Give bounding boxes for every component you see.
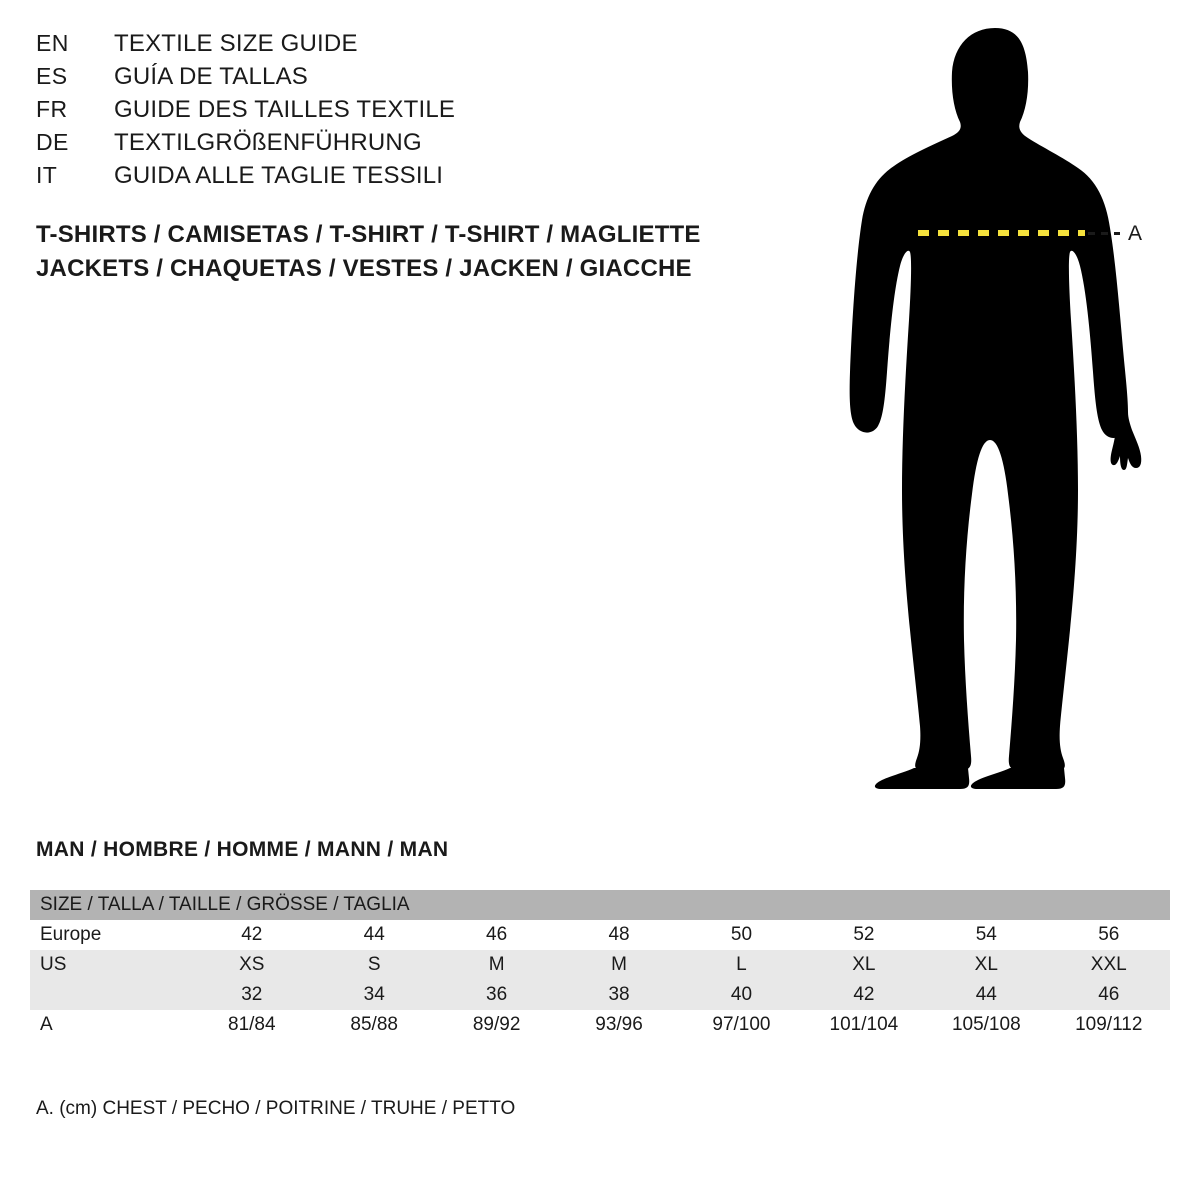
cell-value: 38 — [558, 980, 680, 1010]
table-row — [30, 950, 1170, 980]
language-title: GUIDA ALLE TAGLIE TESSILI — [114, 162, 444, 189]
language-row — [36, 30, 756, 63]
language-title: TEXTILE SIZE GUIDE — [114, 30, 358, 57]
cell-value: 42 — [803, 980, 925, 1010]
cell-value: XL — [925, 950, 1047, 980]
language-code: EN — [36, 30, 69, 56]
garment-type-jackets: JACKETS / CHAQUETAS / VESTES / JACKEN / GIACCHE — [36, 255, 692, 282]
cell-value: 101/104 — [803, 1010, 925, 1040]
male-silhouette-icon — [810, 20, 1180, 790]
footnote-chest: A. (cm) CHEST / PECHO / POITRINE / TRUHE / PETTO — [36, 1098, 516, 1119]
row-label-us: US — [30, 950, 191, 980]
cell-value: 50 — [680, 920, 802, 950]
table-header-label: SIZE / TALLA / TAILLE / GRÖSSE / TAGLIA — [30, 890, 1170, 920]
garment-type-tshirts: T-SHIRTS / CAMISETAS / T-SHIRT / T-SHIRT / MAGLIETTE — [36, 221, 701, 248]
measure-leader-dashes — [1088, 232, 1120, 235]
language-row — [36, 63, 756, 96]
cell-value: 56 — [1048, 920, 1170, 950]
cell-value: 93/96 — [558, 1010, 680, 1040]
row-label-us-numeric — [30, 980, 191, 1010]
size-table — [30, 890, 1170, 1040]
cell-value: 44 — [925, 980, 1047, 1010]
language-title: TEXTILGRÖßENFÜHRUNG — [114, 129, 422, 156]
cell-value: 40 — [680, 980, 802, 1010]
cell-value: 46 — [1048, 980, 1170, 1010]
cell-value: L — [680, 950, 802, 980]
cell-value: 46 — [435, 920, 557, 950]
cell-value: 52 — [803, 920, 925, 950]
cell-value: XS — [191, 950, 313, 980]
table-row — [30, 980, 1170, 1010]
language-code: IT — [36, 162, 58, 188]
cell-value: 32 — [191, 980, 313, 1010]
language-title-block — [36, 30, 756, 195]
language-row — [36, 96, 756, 129]
row-label-europe: Europe — [30, 920, 191, 950]
cell-value: 109/112 — [1048, 1010, 1170, 1040]
cell-value: 81/84 — [191, 1010, 313, 1040]
language-code: DE — [36, 129, 69, 155]
language-title: GUIDE DES TAILLES TEXTILE — [114, 96, 456, 123]
table-row — [30, 920, 1170, 950]
cell-value: 44 — [313, 920, 435, 950]
table-header-row — [30, 890, 1170, 920]
cell-value: 97/100 — [680, 1010, 802, 1040]
language-title: GUÍA DE TALLAS — [114, 63, 308, 90]
cell-value: M — [558, 950, 680, 980]
cell-value: M — [435, 950, 557, 980]
language-code: FR — [36, 96, 68, 122]
cell-value: 42 — [191, 920, 313, 950]
cell-value: 54 — [925, 920, 1047, 950]
measure-label-a: A — [1128, 222, 1143, 245]
cell-value: 34 — [313, 980, 435, 1010]
cell-value: XXL — [1048, 950, 1170, 980]
language-code: ES — [36, 63, 68, 89]
cell-value: 105/108 — [925, 1010, 1047, 1040]
language-row — [36, 162, 756, 195]
language-row — [36, 129, 756, 162]
garment-type-list — [36, 218, 796, 286]
cell-value: 36 — [435, 980, 557, 1010]
cell-value: 89/92 — [435, 1010, 557, 1040]
section-title-man: MAN / HOMBRE / HOMME / MANN / MAN — [36, 838, 449, 861]
cell-value: S — [313, 950, 435, 980]
cell-value: 85/88 — [313, 1010, 435, 1040]
cell-value: 48 — [558, 920, 680, 950]
table-row — [30, 1010, 1170, 1040]
body-silhouette-figure — [810, 20, 1180, 790]
row-label-a: A — [30, 1010, 191, 1040]
cell-value: XL — [803, 950, 925, 980]
